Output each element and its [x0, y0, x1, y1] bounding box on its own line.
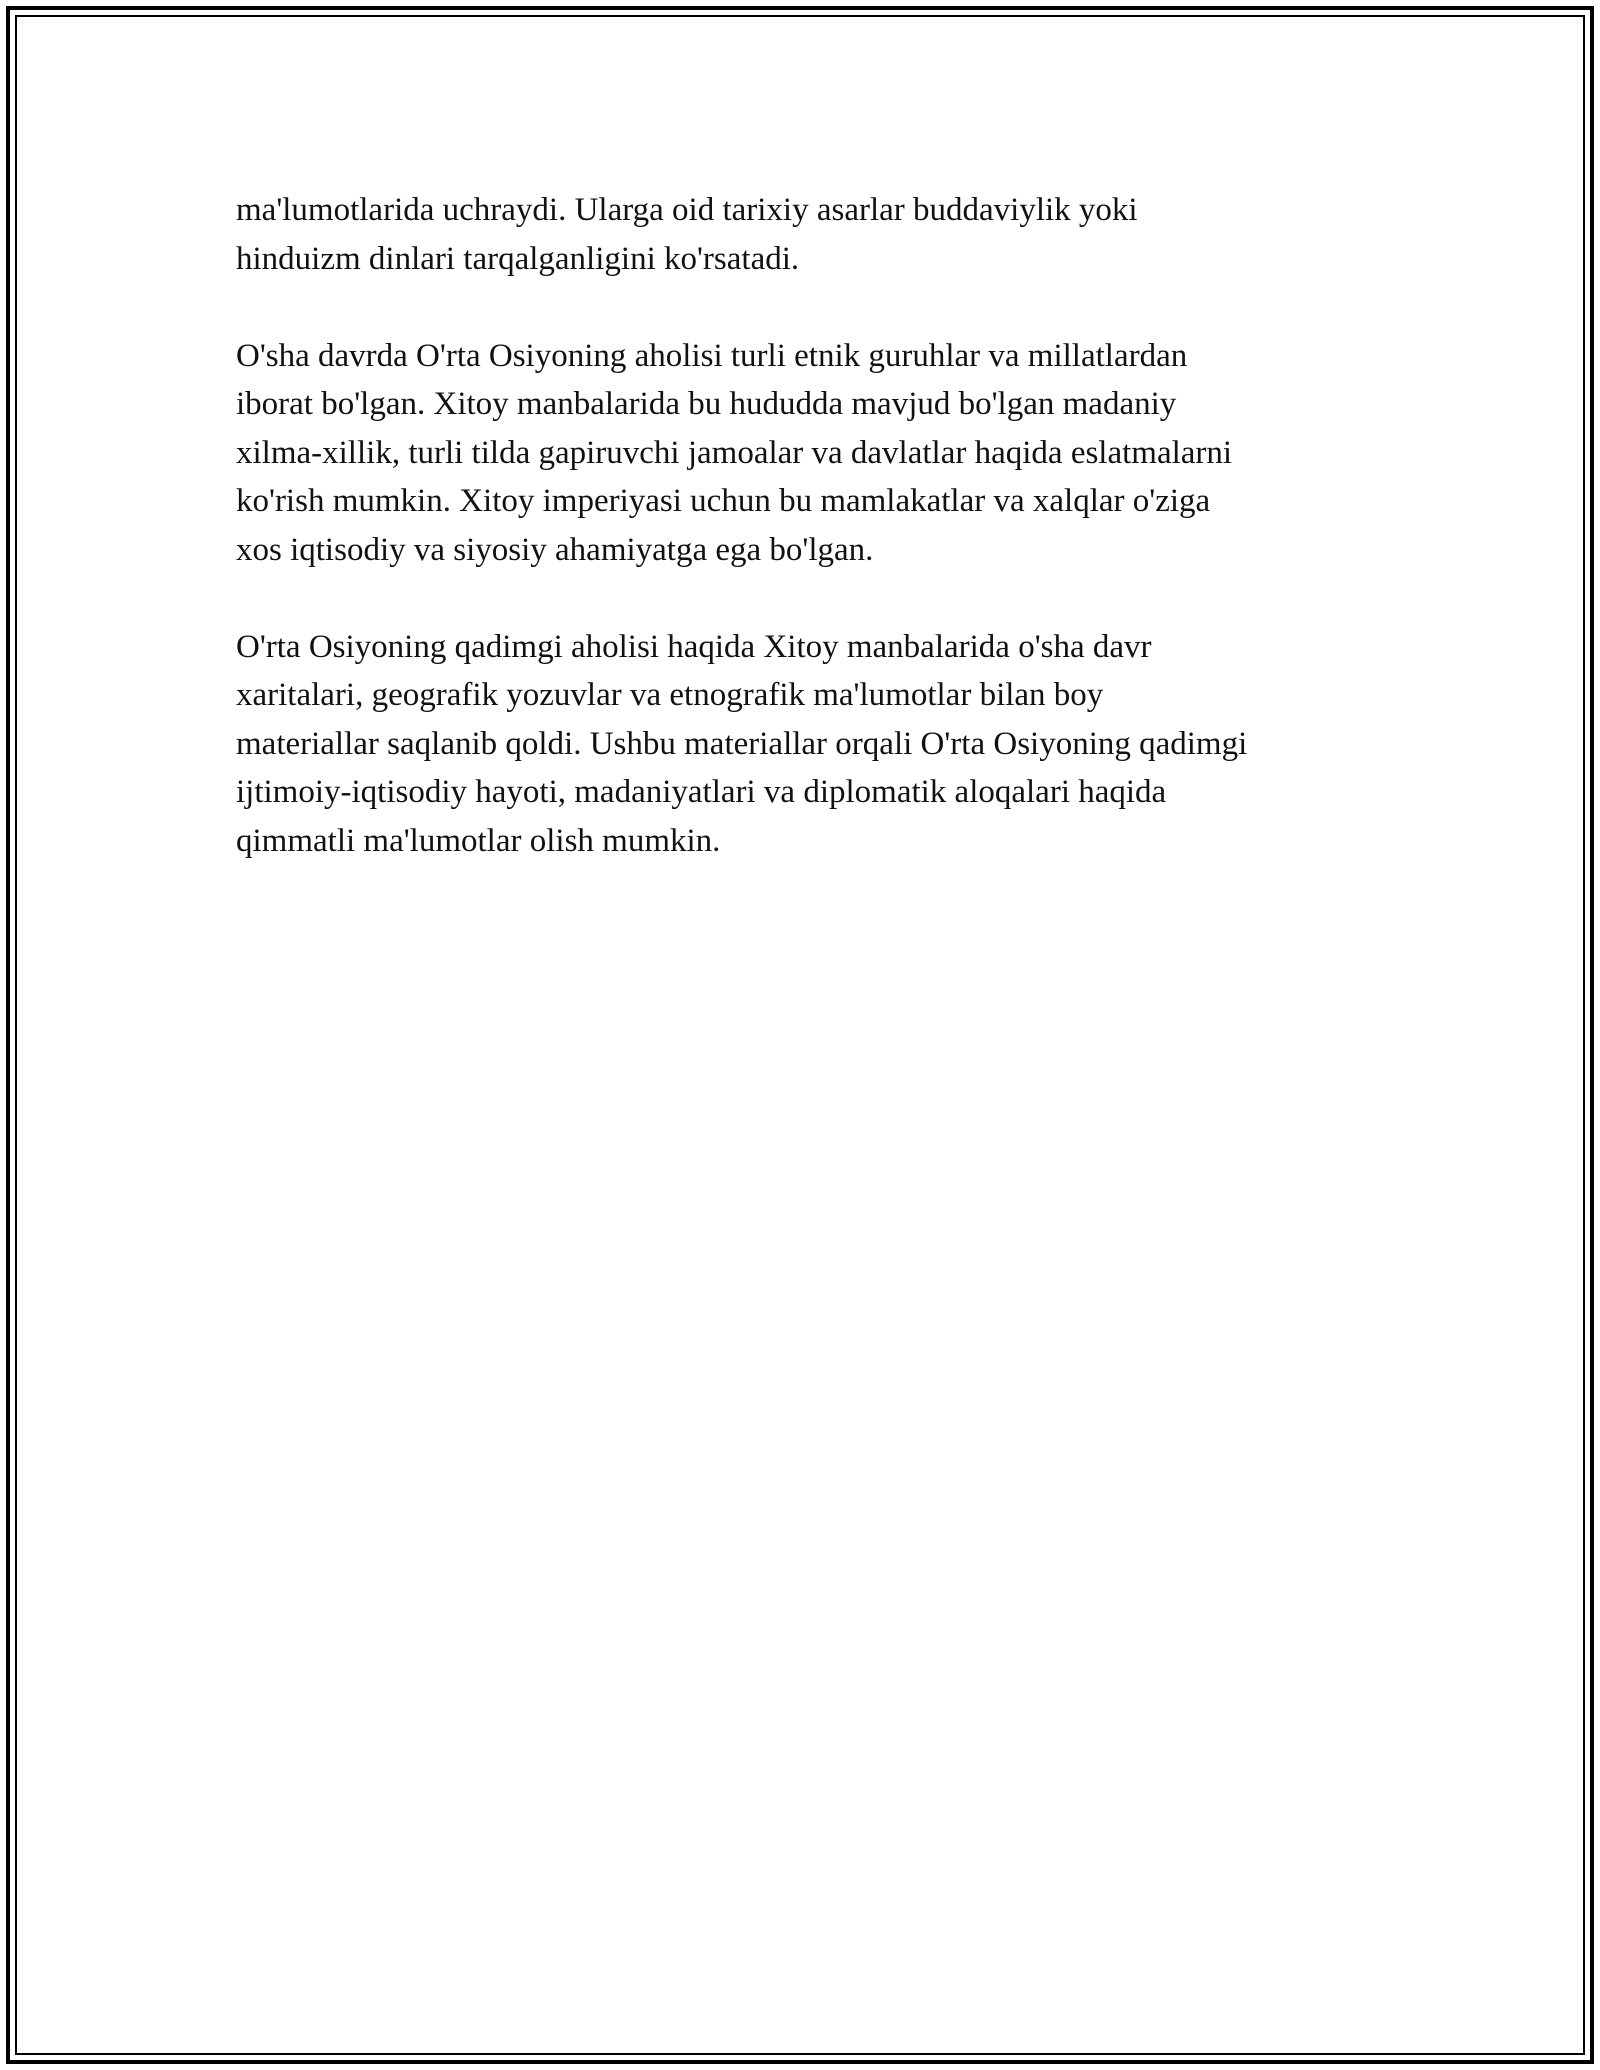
text-line: hinduizm dinlari tarqalganligini ko'rsatadi.	[236, 240, 800, 277]
text-line: xos iqtisodiy va siyosiy ahamiyatga ega bo'lgan.	[236, 531, 874, 568]
text-line: materiallar saqlanib qoldi. Ushbu materiallar orqali O'rta Osiyoning qadimgi	[236, 725, 1248, 762]
text-line: O'sha davrda O'rta Osiyoning aholisi turli etnik guruhlar va millatlardan	[236, 337, 1188, 374]
paragraph-2	[236, 332, 1396, 575]
text-line: xilma-xillik, turli tilda gapiruvchi jamoalar va davlatlar haqida eslatmalarni	[236, 434, 1233, 471]
text-line: qimmatli ma'lumotlar olish mumkin.	[236, 822, 721, 859]
paragraph-1	[236, 186, 1396, 283]
text-line: ijtimoiy-iqtisodiy hayoti, madaniyatlari va diplomatik aloqalari haqida	[236, 774, 1167, 810]
document-body	[236, 186, 1396, 914]
text-line: ma'lumotlarida uchraydi. Ularga oid tarixiy asarlar buddaviylik yoki	[236, 192, 1138, 228]
text-line: iborat bo'lgan. Xitoy manbalarida bu hududda mavjud bo'lgan madaniy	[236, 386, 1177, 422]
text-line: xaritalari, geografik yozuvlar va etnografik ma'lumotlar bilan boy	[236, 677, 1104, 713]
paragraph-3	[236, 623, 1396, 866]
text-line: O'rta Osiyoning qadimgi aholisi haqida Xitoy manbalarida o'sha davr	[236, 628, 1152, 665]
text-line: ko'rish mumkin. Xitoy imperiyasi uchun bu mamlakatlar va xalqlar o'ziga	[236, 483, 1211, 519]
